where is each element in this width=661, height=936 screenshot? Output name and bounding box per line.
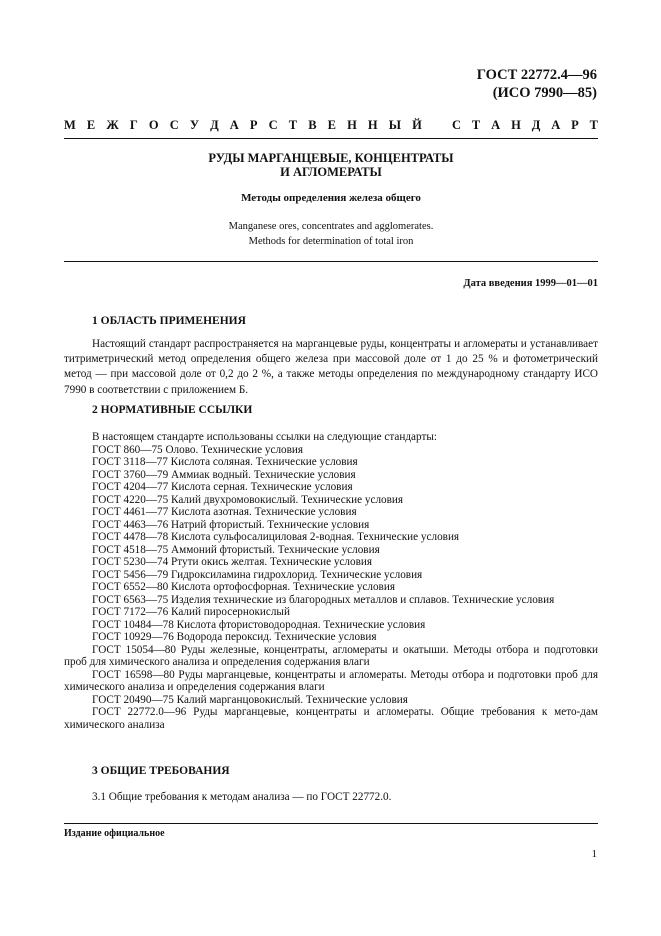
- banner-letter: Д: [210, 118, 219, 132]
- banner-letter: Ы: [388, 118, 402, 132]
- reference-item: ГОСТ 6563—75 Изделия технические из благородных металлов и сплавов. Технические условия: [92, 593, 555, 606]
- banner-letter: М: [64, 118, 76, 132]
- banner-letter: А: [551, 118, 561, 132]
- reference-item: ГОСТ 3760—79 Аммиак водный. Технические условия: [92, 468, 356, 481]
- banner-letter: Ж: [106, 118, 119, 132]
- section2-heading: 2 НОРМАТИВНЫЕ ССЫЛКИ: [92, 404, 253, 416]
- reference-item: ГОСТ 4461—77 Кислота азотная. Технические условия: [92, 506, 357, 518]
- gost-code-block: [477, 66, 597, 102]
- english-line2: Methods for determination of total iron: [248, 236, 414, 247]
- english-title: [64, 219, 598, 249]
- edition-label: Издание официальное: [64, 828, 165, 839]
- banner-letter: С: [452, 118, 462, 132]
- gost-number: ГОСТ 22772.4—96: [476, 67, 597, 83]
- reference-item: ГОСТ 15054—80 Руды железные, концентраты, агломераты и окатыши. Методы отбора и подготовки проб для химического анализа и определения содержания влаги: [64, 643, 598, 668]
- banner-letter: Р: [571, 118, 579, 132]
- standard-type-banner: [64, 118, 598, 133]
- banner-letter: О: [148, 118, 159, 132]
- references-list: [64, 431, 598, 731]
- standard-type-word1: [64, 118, 422, 133]
- title-line1: РУДЫ МАРГАНЦЕВЫЕ, КОНЦЕНТРАТЫ: [208, 151, 454, 165]
- title-line2: И АГЛОМЕРАТЫ: [280, 165, 382, 179]
- references-intro: В настоящем стандарте использованы ссылки на следующие стандарты:: [92, 431, 437, 443]
- reference-item: ГОСТ 3118—77 Кислота соляная. Технические условия: [92, 456, 358, 468]
- section1-heading: 1 ОБЛАСТЬ ПРИМЕНЕНИЯ: [92, 315, 246, 327]
- section1-text: Настоящий стандарт распространяется на марганцевые руды, концентраты и агломераты и устанавливает титриметрический метод определения общего железа при массовой доле от 1 до 25 % и фотометрический метод — при массовой доле от 0,2 до 2 %, а также методы определения по международному стандарту ИСО 7990 в соответствии с приложением Б.: [64, 338, 598, 396]
- banner-letter: Е: [86, 118, 96, 132]
- footer-rule: [64, 823, 598, 824]
- reference-item: ГОСТ 7172—76 Калий пиросернокислый: [92, 606, 290, 618]
- page-number: 1: [591, 848, 597, 860]
- banner-letter: Н: [347, 118, 357, 132]
- banner-letter: Н: [511, 118, 521, 132]
- reference-item: ГОСТ 4463—76 Натрий фтористый. Технические условия: [92, 518, 370, 531]
- banner-letter: В: [308, 118, 317, 132]
- iso-number: (ИСО 7990—85): [492, 85, 597, 101]
- banner-letter: У: [189, 118, 199, 132]
- banner-letter: Р: [249, 118, 258, 132]
- reference-item: ГОСТ 6552—80 Кислота ортофосфорная. Технические условия: [92, 581, 395, 593]
- english-line1: Manganese ores, concentrates and agglomerates.: [228, 221, 434, 232]
- reference-item: ГОСТ 5456—79 Гидроксиламина гидрохлорид. Технические условия: [92, 568, 423, 581]
- reference-item: ГОСТ 4220—75 Калий двухромовокислый. Технические условия: [92, 493, 404, 506]
- reference-item: ГОСТ 20490—75 Калий марганцовокислый. Технические условия: [92, 693, 408, 706]
- top-rule: [64, 138, 598, 139]
- document-title: [64, 151, 598, 179]
- banner-letter: С: [268, 118, 278, 132]
- reference-item: ГОСТ 22772.0—96 Руды марганцевые, концентраты и агломераты. Общие требования к мето-дам химического анализа: [64, 706, 598, 731]
- reference-item: ГОСТ 4478—78 Кислота сульфосалициловая 2-водная. Технические условия: [92, 531, 460, 543]
- banner-letter: А: [229, 118, 239, 132]
- standard-type-word2: [452, 118, 598, 133]
- banner-letter: Й: [412, 118, 422, 132]
- reference-item: ГОСТ 5230—74 Ртути окись желтая. Технические условия: [92, 556, 372, 568]
- section3-text: 3.1 Общие требования к методам анализа — по ГОСТ 22772.0.: [92, 791, 392, 803]
- banner-letter: С: [169, 118, 179, 132]
- banner-letter: Е: [327, 118, 336, 132]
- reference-item: ГОСТ 860—75 Олово. Технические условия: [92, 443, 304, 456]
- reference-item: ГОСТ 4204—77 Кислота серная. Технические условия: [92, 481, 353, 493]
- document-subtitle: Методы определения железа общего: [241, 192, 421, 204]
- banner-letter: Г: [129, 118, 138, 132]
- banner-letter: Д: [531, 118, 541, 132]
- section3-heading: 3 ОБЩИЕ ТРЕБОВАНИЯ: [92, 765, 230, 777]
- title-rule: [64, 261, 598, 262]
- banner-letter: Т: [288, 118, 298, 132]
- reference-item: ГОСТ 4518—75 Аммоний фтористый. Технические условия: [92, 543, 380, 556]
- reference-item: ГОСТ 10929—76 Водорода пероксид. Технические условия: [92, 631, 377, 643]
- reference-item: ГОСТ 10484—78 Кислота фтористоводородная. Технические условия: [92, 618, 426, 631]
- intro-date: Дата введения 1999—01—01: [463, 278, 598, 289]
- banner-letter: Т: [589, 118, 598, 132]
- banner-letter: Т: [471, 118, 481, 132]
- reference-item: ГОСТ 16598—80 Руды марганцевые, концентраты и агломераты. Методы отбора и подготовки проб для химического анализа и определения содержания влаги: [64, 668, 598, 693]
- banner-letter: Н: [367, 118, 378, 132]
- banner-letter: А: [491, 118, 501, 132]
